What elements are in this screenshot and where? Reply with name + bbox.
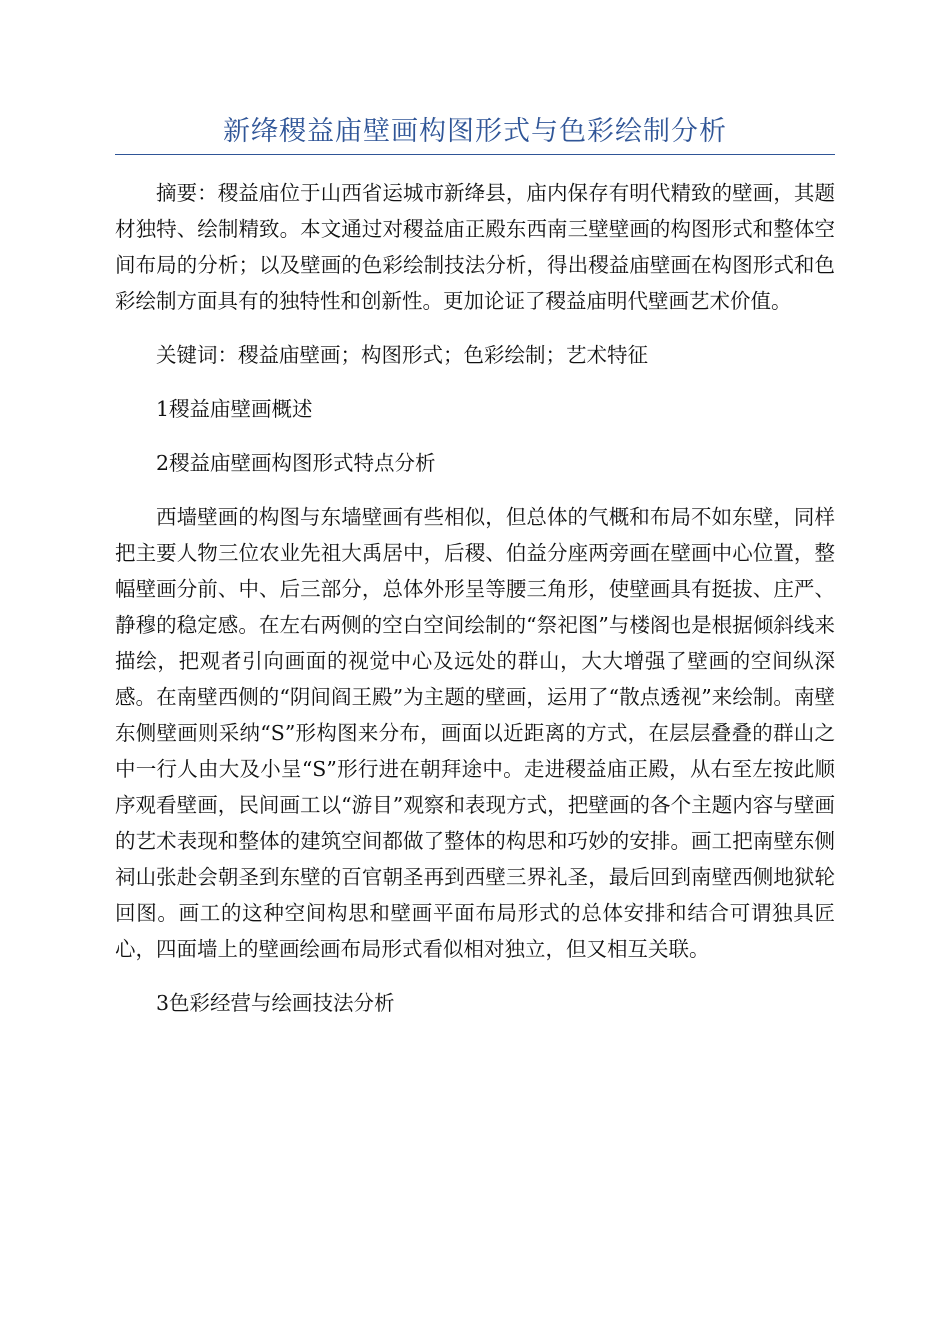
keywords-paragraph: 关键词：稷益庙壁画；构图形式；色彩绘制；艺术特征 bbox=[156, 343, 648, 367]
document-title: 新绛稷益庙壁画构图形式与色彩绘制分析 bbox=[223, 116, 727, 147]
title-underline bbox=[115, 154, 835, 155]
abstract-paragraph: 摘要：稷益庙位于山西省运城市新绛县，庙内保存有明代精致的壁画，其题材独特、绘制精致。本文通过对稷益庙正殿东西南三壁壁画的构图形式和整体空间布局的分析；以及壁画的色彩绘制技法分析，得出稷益庙壁画在构图形式和色彩绘制方面具有的独特性和创新性。更加论证了稷益庙明代壁画艺术价值。 bbox=[115, 181, 835, 313]
body-paragraph: 西墙壁画的构图与东墙壁画有些相似，但总体的气概和布局不如东壁，同样把主要人物三位农业先祖大禹居中，后稷、伯益分座两旁画在壁画中心位置，整幅壁画分前、中、后三部分，总体外形呈等腰三角形，使壁画具有挺拔、庄严、静穆的稳定感。在左右两侧的空白空间绘制的“祭祀图”与楼阁也是根据倾斜线来描绘，把观者引向画面的视觉中心及远处的群山，大大增强了壁画的空间纵深感。在南壁西侧的“阴间阎王殿”为主题的壁画，运用了“散点透视”来绘制。南壁东侧壁画则采纳“S”形构图来分布，画面以近距离的方式，在层层叠叠的群山之中一行人由大及小呈“S”形行进在朝拜途中。走进稷益庙正殿，从右至左按此顺序观看壁画，民间画工以“游目”观察和表现方式，把壁画的各个主题内容与壁画的艺术表现和整体的建筑空间都做了整体的构思和巧妙的安排。画工把南壁东侧祠山张赴会朝圣到东壁的百官朝圣再到西壁三界礼圣，最后回到南壁西侧地狱轮回图。画工的这种空间构思和壁画平面布局形式的总体安排和结合可谓独具匠心，四面墙上的壁画绘画布局形式看似相对独立，但又相互关联。 bbox=[115, 505, 835, 961]
document-body bbox=[115, 175, 835, 1021]
section-heading-1: 1稷益庙壁画概述 bbox=[156, 397, 313, 421]
section-heading-3: 3色彩经营与绘画技法分析 bbox=[156, 991, 395, 1015]
section-heading-2: 2稷益庙壁画构图形式特点分析 bbox=[156, 451, 436, 475]
